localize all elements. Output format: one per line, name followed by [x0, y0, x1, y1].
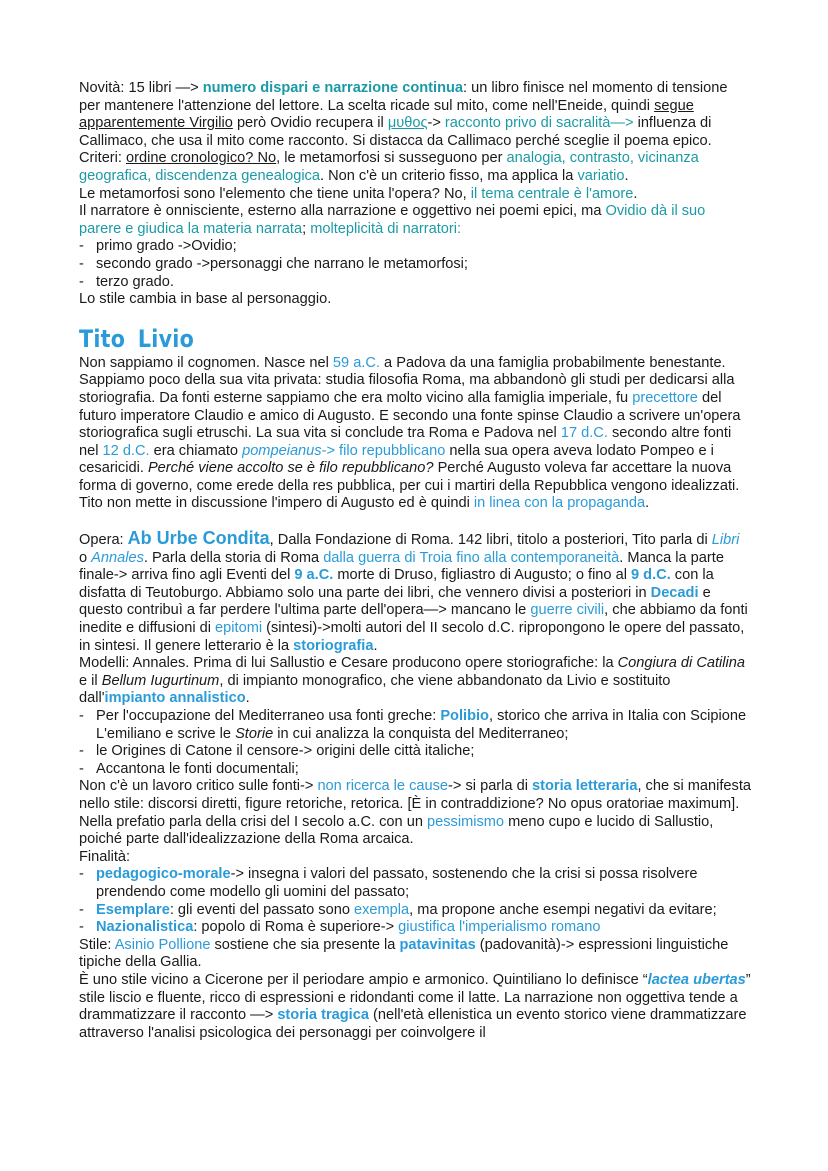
- fonti-list: [79, 708, 751, 778]
- paragraph-narratore: Il narratore è onnisciente, esterno alla narrazione e oggettivo nei poemi epici, ma Ovidio dà il suo parere e giudica la materia narrata; molteplicità di narratori:: [79, 203, 706, 237]
- paragraph-tema: Le metamorfosi sono l'elemento che tiene unita l'opera? No, il tema centrale è l'amore.: [79, 185, 638, 202]
- paragraph-stile-ovidio: Lo stile cambia in base al personaggio.: [79, 291, 332, 308]
- list-item: - le Origines di Catone il censore-> origini delle città italiche;: [79, 743, 751, 761]
- finalita-label: Finalità:: [79, 848, 131, 865]
- paragraph-prefatio: Nella prefatio parla della crisi del I secolo a.C. con un pessimismo meno cupo e lucido di Sallustio, poiché parte dall'idealizzazione della Roma arcaica.: [79, 813, 714, 848]
- narratori-list: [79, 238, 751, 291]
- paragraph-criteri: Criteri: ordine cronologico? No, le metamorfosi si susseguono per analogia, contrasto, vicinanza geografica, discendenza genealogica. Non c'è un criterio fisso, ma applica la variatio.: [79, 150, 699, 184]
- list-item: - Esemplare: gli eventi del passato sono exempla, ma propone anche esempi negativi da evitare;: [79, 902, 751, 920]
- paragraph-biografia: Non sappiamo il cognomen. Nasce nel 59 a.C. a Padova da una famiglia probabilmente benestante. Sappiamo poco della sua vita privata: studia filosofia Roma, ma abbandonò gli studi per dedicarsi alla storiografia. Da fonti esterne sappiamo che era molto vicino alla famiglia imperiale, fu precettore del futuro imperatore Claudio e amico di Augusto. E secondo una fonte spinse Claudio a scrivere un'opera storiografica sugli etruschi. La sua vita si conclude tra Roma e Padova nel 17 d.C. secondo altre fonti nel 12 d.C. era chiamato pompeianus-> filo repubblicano nella sua opera aveva lodato Pompeo e i cesaricidi. Perché viene accolto se è filo repubblicano? Perché Augusto voleva far accettare la nuova forma di governo, come erede della res pubblica, per cui i martiri della Repubblica vengono idealizzati. Tito non mette in discussione l'impero di Augusto ed è quindi in linea con la propaganda.: [79, 354, 741, 512]
- list-item: - Accantona le fonti documentali;: [79, 761, 751, 779]
- section-title: Tito Livio: [79, 324, 195, 353]
- paragraph-cicerone: È uno stile vicino a Cicerone per il periodare ampio e armonico. Quintiliano lo definisce “lactea ubertas” stile liscio e fluente, ricco di espressioni e ridondanti come il latte. La narrazione non oggettiva tende a drammatizzare il racconto —> storia tragica (nell'età ellenistica un evento storico viene drammatizzare attraverso l'analisi psicologica dei personaggi per coinvolgere il: [79, 971, 751, 1041]
- document-body: [79, 80, 751, 1042]
- list-item: - terzo grado.: [79, 274, 751, 292]
- list-item: - secondo grado ->personaggi che narrano le metamorfosi;: [79, 256, 751, 274]
- paragraph-critico: Non c'è un lavoro critico sulle fonti-> non ricerca le cause-> si parla di storia letteraria, che si manifesta nello stile: discorsi diretti, figure retoriche, retorica. [È in contraddizione? No opus oratoriae maximum].: [79, 778, 752, 812]
- finalita-list: [79, 866, 751, 936]
- paragraph-modelli: Modelli: Annales. Prima di lui Sallustio e Cesare producono opere storiografiche: la Congiura di Catilina e il Bellum Iugurtinum, di impianto monografico, che viene abbandonato da Livio e sostituito dall'impianto annalistico.: [79, 655, 746, 707]
- list-item: - primo grado ->Ovidio;: [79, 238, 751, 256]
- paragraph-novita: Novità: 15 libri —> numero dispari e narrazione continua: un libro finisce nel momento di tensione per mantenere l'attenzione del lettore. La scelta ricade sul mito, come nell'Eneide, quindi segue apparentemente Virgilio però Ovidio recupera il μυθος-> racconto privo di sacralità—> influenza di Callimaco, che usa il mito come racconto. Si distacca da Callimaco perché sceglie il poema epico.: [79, 80, 728, 149]
- list-item: - Nazionalistica: popolo di Roma è superiore-> giustifica l'imperialismo romano: [79, 919, 751, 937]
- list-item: - pedagogico-morale-> insegna i valori del passato, sostenendo che la crisi si possa risolvere prendendo come modello gli uomini del passato;: [79, 866, 751, 901]
- paragraph-stile: Stile: Asinio Pollione sostiene che sia presente la patavinitas (padovanità)-> espressioni linguistiche tipiche della Gallia.: [79, 936, 729, 971]
- list-item: - Per l'occupazione del Mediterraneo usa fonti greche: Polibio, storico che arriva in Italia con Scipione L'emiliano e scrive le Storie in cui analizza la conquista del Mediterraneo;: [79, 708, 751, 743]
- paragraph-opera: Opera: Ab Urbe Condita, Dalla Fondazione di Roma. 142 libri, titolo a posteriori, Tito parla di Libri o Annales. Parla della storia di Roma dalla guerra di Troia fino alla contemporaneità. Manca la parte finale-> arriva fino agli Eventi del 9 a.C. morte di Druso, figliastro di Augusto; o fino al 9 d.C. con la disfatta di Teutoburgo. Abbiamo solo una parte dei libri, che vennero divisi a posteriori in Decadi e questo contribuì a far perdere l'ultima parte dell'opera—> mancano le guerre civili, che abbiamo da fonti inedite e diffusioni di epitomi (sintesi)->molti autori del II secolo d.C. ripropongono le opere del passato, in sintesi. Il genere letterario è la storiografia.: [79, 528, 748, 654]
